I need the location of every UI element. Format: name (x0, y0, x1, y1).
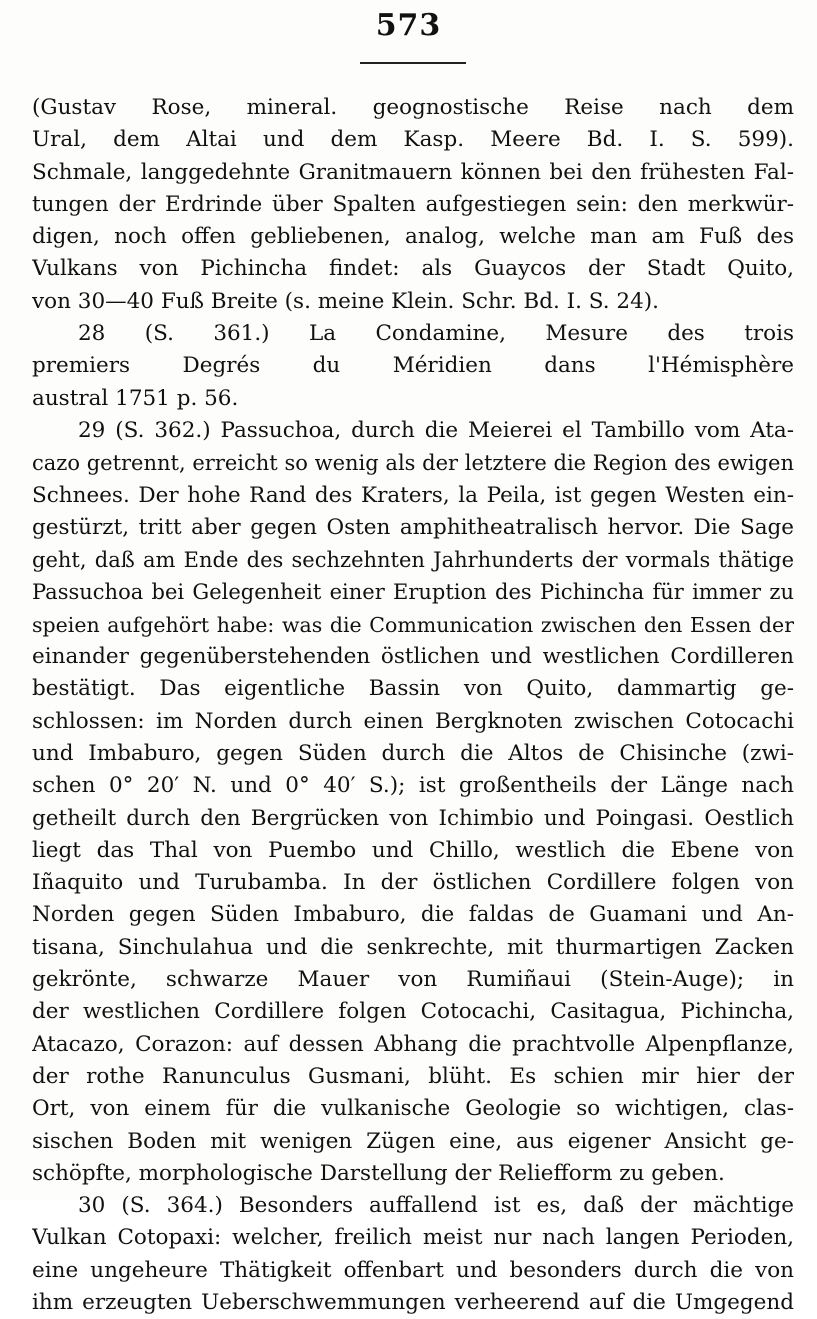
text-line: cazo getrennt, erreicht so wenig als der letztere die Region des ewigen (32, 451, 794, 476)
text-line: Ural, dem Altai und dem Kasp. Meere Bd. I. S. 599). (32, 127, 794, 153)
body-text (32, 92, 794, 1319)
text-line: Atacazo, Corazon: auf dessen Abhang die prachtvolle Alpenpflanze, (32, 1031, 794, 1057)
text-line: Iñaquito und Turubamba. In der östlichen Cordillere folgen von (32, 870, 794, 896)
text-line: Norden gegen Süden Imbaburo, die faldas de Guamani und An- (32, 902, 794, 928)
text-line: Vulkans von Pichincha findet: als Guaycos der Stadt Quito, (32, 256, 794, 282)
text-line: schlossen: im Norden durch einen Bergknoten zwischen Cotocachi (32, 708, 794, 734)
text-line: getheilt durch den Bergrücken von Ichimbio und Poingasi. Oestlich (32, 805, 794, 831)
text-line: schöpfte, morphologische Darstellung der Reliefform zu geben. (32, 1160, 725, 1186)
text-line: premiers Degrés du Méridien dans l'Hémisphère (32, 353, 794, 379)
text-line: und Imbaburo, gegen Süden durch die Altos de Chisinche (zwi- (32, 740, 794, 766)
text-line: sischen Boden mit wenigen Zügen eine, aus eigener Ansicht ge- (32, 1128, 794, 1154)
text-line: der rothe Ranunculus Gusmani, blüht. Es schien mir hier der (32, 1063, 794, 1089)
footnote-28-line: 28 (S. 361.) La Condamine, Mesure des trois (78, 321, 794, 347)
text-line: geht, daß am Ende des sechzehnten Jahrhunderts der vormals thätige (32, 548, 794, 573)
text-line: einander gegenüberstehenden östlichen und westlichen Cordilleren (32, 644, 794, 670)
text-line: (Gustav Rose, mineral. geognostische Reise nach dem (32, 95, 794, 120)
text-line: digen, noch offen gebliebenen, analog, welche man am Fuß des (32, 224, 794, 250)
text-line: austral 1751 p. 56. (32, 385, 239, 411)
text-line: liegt das Thal von Puembo und Chillo, westlich die Ebene von (32, 837, 794, 863)
text-line: eine ungeheure Thätigkeit offenbart und besonders durch die von (32, 1257, 794, 1283)
text-line: Ort, von einem für die vulkanische Geologie so wichtigen, clas- (32, 1096, 794, 1122)
footnote-30-line: 30 (S. 364.) Besonders auffallend ist es, daß der mächtige (78, 1193, 794, 1219)
text-line: der westlichen Cordillere folgen Cotocachi, Casitagua, Pichincha, (32, 999, 794, 1025)
text-line: Schmale, langgedehnte Granitmauern können bei den frühesten Fal- (32, 159, 794, 185)
text-line: gestürzt, tritt aber gegen Osten amphitheatralisch hervor. Die Sage (32, 514, 794, 540)
text-line: gekrönte, schwarze Mauer von Rumiñaui (Stein-Auge); in (32, 967, 794, 993)
text-line: Schnees. Der hohe Rand des Kraters, la Peila, ist gegen Westen ein- (32, 482, 794, 508)
text-line: bestätigt. Das eigentliche Bassin von Quito, dammartig ge- (32, 676, 794, 702)
footnote-29-line: 29 (S. 362.) Passuchoa, durch die Meierei el Tambillo vom Ata- (78, 417, 794, 443)
text-line: tungen der Erdrinde über Spalten aufgestiegen sein: den merkwür- (32, 191, 794, 217)
header-rule (360, 62, 466, 64)
text-line: ihm erzeugten Ueberschwemmungen verheerend auf die Umgegend (32, 1289, 794, 1315)
text-line: speien aufgehört habe: was die Communication zwischen den Essen der (32, 612, 794, 637)
text-line: tisana, Sinchulahua und die senkrechte, mit thurmartigen Zacken (32, 934, 794, 960)
text-line: Vulkan Cotopaxi: welcher, freilich meist nur nach langen Perioden, (32, 1225, 794, 1251)
text-line: von 30—40 Fuß Breite (s. meine Klein. Schr. Bd. I. S. 24). (32, 288, 659, 314)
text-line: schen 0° 20′ N. und 0° 40′ S.); ist großentheils der Länge nach (32, 773, 794, 799)
page-number: 573 (375, 8, 442, 43)
text-line: Passuchoa bei Gelegenheit einer Eruption des Pichincha für immer zu (32, 580, 794, 605)
